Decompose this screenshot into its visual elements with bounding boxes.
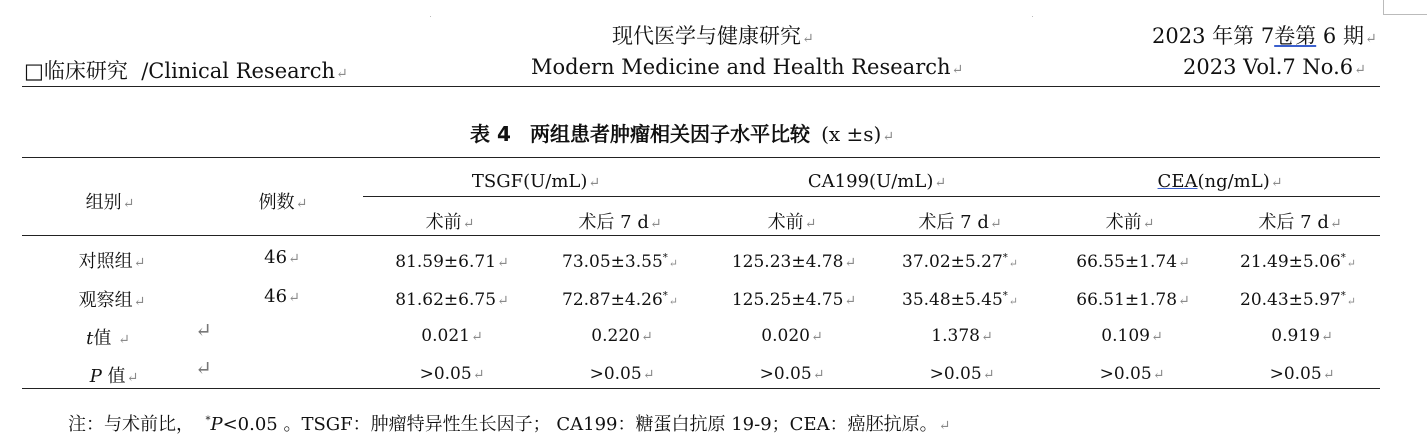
table-footnote: 注：与术前比， *P<0.05 。TSGF：肿瘤特异性生长因子； CA199：糖蛋白抗原 19-9；CEA：癌胚抗原。↵ [68,414,951,435]
table-cell: >0.05↵ [1269,364,1335,384]
row-t-label: t值 ↵ [86,328,130,349]
table-cell: 0.109↵ [1101,326,1163,346]
col-group-ca199: CA199(U/mL)↵ [807,171,947,192]
empty-cell-mark: ↵ [195,356,212,380]
table-cell: 125.25±4.75↵ [731,290,857,310]
row-group-label: 对照组↵ [78,251,146,272]
col-group-cea: CEA(ng/mL)↵ [1157,171,1283,192]
sub-header-after: 术后 7 d↵ [918,212,1002,233]
significance-star: * [662,252,668,264]
decor-dot [1032,16,1033,17]
section-label: □临床研究 /Clinical Research↵ [24,59,348,83]
table-header-rule [22,235,1380,236]
decor-dot [430,16,431,17]
table-cell: 81.62±6.75↵ [395,290,509,310]
table-cell: 20.43±5.97*↵ [1240,290,1356,310]
significance-star: * [1002,290,1008,302]
sub-header-after: 术后 7 d↵ [578,212,662,233]
table-cell: 66.51±1.78↵ [1076,290,1190,310]
sub-header-after: 术后 7 d↵ [1258,212,1342,233]
significance-star: * [662,290,668,302]
journal-title-cn: 现代医学与健康研究↵ [612,24,814,48]
journal-issue-cn: 2023 年第 7卷第 6 期↵ [1152,24,1377,48]
table-cell: 66.55±1.74↵ [1076,252,1190,272]
sub-header-before: 术前↵ [767,212,817,233]
table-cell: 72.87±4.26*↵ [562,290,678,310]
table-cell: 81.59±6.71↵ [395,252,509,272]
significance-star: * [1340,252,1346,264]
table-cell: 0.020↵ [761,326,823,346]
col-group-tsgf: TSGF(U/mL)↵ [471,171,601,192]
table-cell: 0.220↵ [591,326,653,346]
table-cell: 0.021↵ [421,326,483,346]
table-cell: 0.919↵ [1271,326,1333,346]
sub-header-before: 术前↵ [1105,212,1155,233]
journal-title-en: Modern Medicine and Health Research↵ [531,55,964,79]
table-bottom-rule [22,388,1380,389]
table-cell: 73.05±3.55*↵ [562,252,678,272]
significance-star: * [1002,252,1008,264]
table-cell: 37.02±5.27*↵ [902,252,1018,272]
table-cell: >0.05↵ [929,364,995,384]
table-caption: 表 4 两组患者肿瘤相关因子水平比较 (x ±s)↵ [470,122,895,146]
row-group-label: 观察组↵ [78,290,146,311]
table-cell: >0.05↵ [419,364,485,384]
row-n-value: 46↵ [264,286,300,307]
table-cell: >0.05↵ [1099,364,1165,384]
top-corner-line [1383,14,1427,15]
sub-header-before: 术前↵ [425,212,475,233]
empty-cell-mark: ↵ [195,318,212,342]
journal-issue-en: 2023 Vol.7 No.6↵ [1183,55,1366,79]
table-cell: >0.05↵ [589,364,655,384]
header-rule [22,86,1380,87]
row-p-label: P 值↵ [89,366,139,387]
table-cell: >0.05↵ [759,364,825,384]
significance-star: * [1340,290,1346,302]
table-cell: 21.49±5.06*↵ [1240,252,1356,272]
table-cell: 125.23±4.78↵ [731,252,857,272]
top-corner-vline [1383,0,1384,14]
col-header-group: 组别↵ [85,192,135,213]
table-cell: 1.378↵ [931,326,993,346]
table-group-rule [363,196,1380,197]
col-header-n: 例数↵ [258,192,308,213]
row-n-value: 46↵ [264,247,300,268]
table-cell: 35.48±5.45*↵ [902,290,1018,310]
table-top-rule [22,157,1380,158]
